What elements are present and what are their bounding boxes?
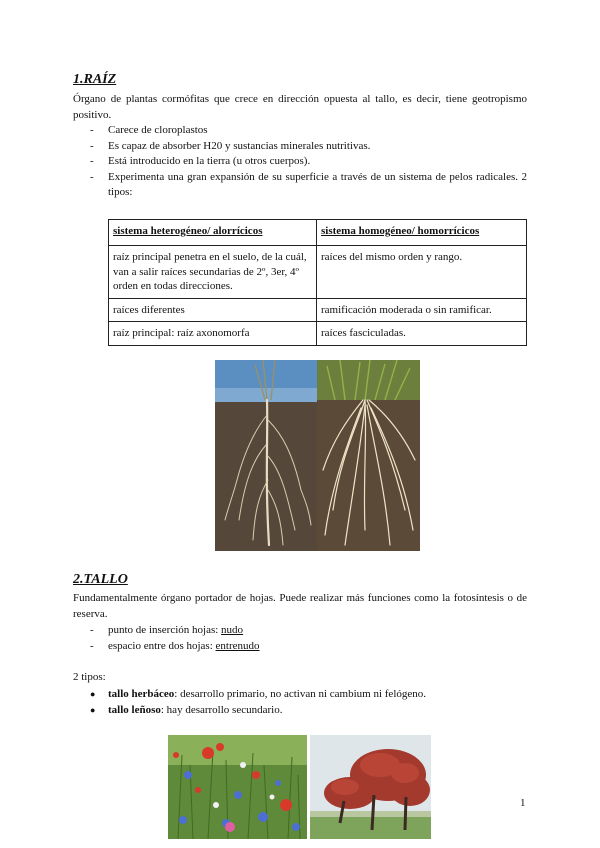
list-item — [90, 639, 527, 655]
tallo-intro: Fundamentalmente órgano portador de hojas. Puede realizar más funciones como la fotosíntesis o de reserva. — [73, 592, 527, 620]
list-item: - Carece de cloroplastos — [90, 123, 527, 139]
woody-stem-photo — [310, 735, 431, 839]
type-desc: : desarrollo primario, no activan ni cambium ni felógeno. — [174, 688, 427, 700]
item-term: entrenudo — [215, 639, 260, 652]
list-item: - Experimenta una gran expansión de su superficie a través de un sistema de pelos radicales. 2 tipos: — [90, 170, 527, 201]
wildflowers-illustration — [168, 735, 307, 839]
table-cell: raíces fasciculadas. — [317, 322, 527, 346]
page-number: 1 — [520, 797, 526, 809]
section-heading-tallo: 2.TALLO — [73, 572, 128, 587]
item-label: punto de inserción hojas: — [108, 624, 222, 636]
type-term: tallo leñoso — [108, 704, 161, 716]
root-systems-illustration — [215, 360, 420, 551]
tree-illustration — [310, 735, 431, 839]
item-term: nudo — [221, 624, 244, 636]
table-cell: ramificación moderada o sin ramificar. — [317, 298, 527, 322]
root-systems-photo — [215, 360, 420, 551]
table-row — [109, 322, 527, 346]
list-item — [90, 686, 527, 702]
tallo-list — [90, 623, 527, 654]
root-systems-table — [108, 219, 527, 346]
table-row — [109, 298, 527, 322]
tallo-types-label: 2 tipos: — [73, 671, 106, 683]
table-header-row — [109, 220, 527, 246]
table-cell: raíces diferentes — [109, 298, 317, 322]
list-item — [90, 623, 527, 639]
herbaceous-stem-photo — [168, 735, 307, 839]
list-item — [90, 702, 527, 718]
table-header: sistema homogéneo/ homorrícicos — [317, 220, 527, 246]
table-cell: raíz principal penetra en el suelo, de la cuál, van a salir raíces secundarias de 2º, 3er, 4º orden en todas direcciones. — [109, 246, 317, 299]
table-cell: raíces del mismo orden y rango. — [317, 246, 527, 299]
list-item: - Está introducido en la tierra (u otros cuerpos). — [90, 154, 527, 170]
type-term: tallo herbáceo — [108, 688, 175, 700]
list-item: - Es capaz de absorber H20 y sustancias minerales nutritivas. — [90, 139, 527, 155]
table-header: sistema heterogéneo/ alorrícicos — [109, 220, 317, 246]
table-row — [109, 246, 527, 299]
tallo-types-list — [90, 686, 527, 718]
type-desc: : hay desarrollo secundario. — [160, 704, 283, 716]
section-heading-raiz: 1.RAÍZ — [73, 72, 117, 87]
table-cell: raíz principal: raíz axonomorfa — [109, 322, 317, 346]
item-label: espacio entre dos hojas: — [108, 639, 216, 652]
raiz-list — [90, 123, 527, 201]
raiz-intro: Órgano de plantas cormófitas que crece en dirección opuesta al tallo, es decir, tiene geotropismo positivo. — [73, 93, 527, 121]
